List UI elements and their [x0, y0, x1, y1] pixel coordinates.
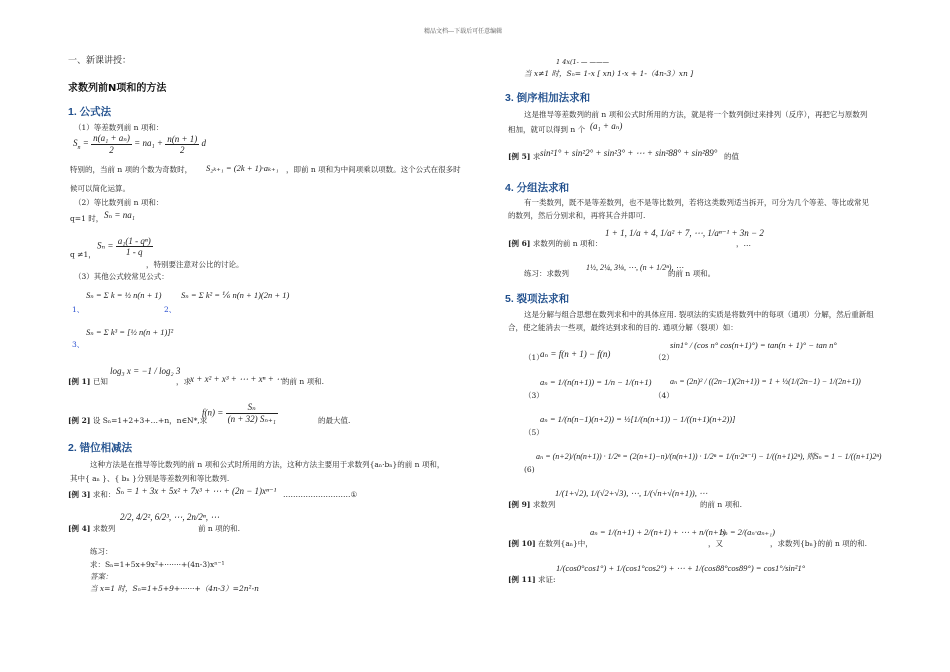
arith-f1-num: n(a₁ + aₙ)	[93, 133, 130, 143]
ex5-tail: 的值	[724, 152, 739, 161]
ex4-label: [例 4]	[68, 524, 91, 533]
section-1-title: 1. 公式法	[68, 106, 112, 118]
ex2-formula	[202, 402, 278, 425]
s4-desc-2: 的数列，然后分别求和，再将其合并即可.	[508, 211, 646, 220]
ex9-tail: 的前 n 项和.	[700, 500, 742, 509]
arith-formula: $S_n$ = $\frac{\text{n(a₁ + aₙ)}}{2}$ = na₁ + $\frac{n(n + 1)}{2}$ d	[73, 133, 207, 155]
page-title: 求数列前N项和的方法	[68, 83, 167, 94]
split-2-num: （2）	[654, 353, 674, 362]
ex11-text: 求证:	[538, 575, 556, 584]
geo-q1-formula: Sₙ = na₁	[104, 210, 135, 220]
split-5-formula: aₙ = 1/(n(n−1)(n+2)) = ½[1/(n(n+1)) − 1/((n+1)(n+2))]	[540, 414, 736, 424]
example-10	[508, 539, 593, 549]
example-3	[68, 490, 115, 500]
sum-k3-formula: Sₙ = Σ k³ = [½ n(n + 1)]²	[86, 327, 174, 337]
practice-question: 求：Sₙ=1+5x+9x²+·······+(4n-3)xⁿ⁻¹	[90, 560, 225, 569]
ex6-series: 1 + 1, 1/a + 4, 1/a² + 7, ⋯, 1/aⁿ⁻¹ + 3n − 2	[605, 228, 764, 238]
geo-num: a₁(1 - qⁿ)	[117, 236, 151, 246]
split-4-num: （4）	[654, 391, 674, 400]
ex6-text: 求数列的前 n 项和：	[532, 239, 603, 248]
ex10-text: 在数列{aₙ}中，	[538, 539, 593, 548]
practice-title: 练习：	[90, 547, 113, 556]
practice-answer-1: 当 x=1 时，Sₙ=1+5+9+······+（4n-3）=2n²-n	[90, 584, 259, 593]
ex3-dots: ………………………①	[283, 490, 358, 499]
ex11-formula: 1/(cos0°cos1°) + 1/(cos1°cos2°) + ⋯ + 1/(cos88°cos89°) = cos1°/sin²1°	[556, 563, 806, 573]
ex9-text: 求数列	[532, 500, 556, 509]
s3-desc-2: 相加，就可以得到 n 个	[508, 125, 586, 134]
ex9-series: 1/(1+√2), 1/(√2+√3), ⋯, 1/(√n+√(n+1)), ⋯	[555, 488, 708, 498]
arith-f2-den: 2	[179, 144, 185, 155]
section-2-title: 2. 错位相减法	[68, 442, 133, 454]
ex1-formula: log₃ x = −1 / log₂ 3	[110, 366, 181, 376]
formula-num-1: 1、	[72, 305, 85, 314]
sum-k2-formula: Sₙ = Σ k² = ⅙ n(n + 1)(2n + 1)	[181, 290, 290, 300]
page-header: 精品文档---下载后可任意编辑	[424, 28, 503, 35]
split-6-num: (6)	[524, 465, 535, 474]
top-answer-line-2: 当 x≠1 时，Sₙ= 1-x [ xn) 1-x + 1-（4n-3）xn ]	[524, 69, 694, 78]
ex2-den: (n + 32) Sₙ₊₁	[227, 414, 276, 424]
ex11-label: [例 11]	[508, 575, 536, 584]
practice-answer-label: 答案：	[90, 572, 113, 581]
arith-mid: = na₁ +	[134, 138, 163, 149]
example-4	[68, 524, 115, 534]
ex2-text: 设 Sₙ=1+2+3+…+n，n∈N*,求	[92, 416, 208, 425]
s2-desc-1: 这种方法是在推导等比数列的前 n 项和公式时所用的方法，这种方法主要用于求数列{aₙ·bₙ}的前 n 项和，	[90, 460, 445, 469]
ex4-tail: 前 n 项的和.	[198, 524, 240, 533]
ex10-label: [例 10]	[508, 539, 536, 548]
geo-formula	[97, 236, 153, 257]
example-1	[68, 377, 108, 387]
ex6-tail: ，…	[736, 239, 751, 248]
ex1-text1: 已知	[92, 377, 108, 386]
practice-2-tail: 的前 n 项和。	[668, 269, 716, 278]
ex1-label: [例 1]	[68, 377, 91, 386]
section-4-title: 4. 分组法求和	[505, 182, 570, 194]
practice-2: 练习：求数列	[524, 269, 569, 278]
ex2-label: [例 2]	[68, 416, 91, 425]
split-5-num: （5）	[524, 428, 544, 437]
s5-desc-2: 合，使之能消去一些项，最终达到求和的目的. 通项分解（裂项）如：	[508, 323, 738, 332]
ex4-text: 求数列	[92, 524, 116, 533]
ex10-formula-2: bₙ = 2/(aₙ·aₙ₊₁)	[720, 527, 775, 537]
example-2	[68, 416, 207, 426]
s3-desc-1: 这是推导等差数列的前 n 项和公式时所用的方法，就是将一个数列倒过来排列（反序），再把它与原数列	[524, 110, 868, 119]
ex5-label: [例 5]	[508, 152, 531, 161]
arith-f2-num: n(n + 1)	[167, 133, 198, 144]
formula-num-3: 3、	[72, 340, 85, 349]
split-1-num: （1）	[524, 353, 544, 362]
ex5-formula: sin²1° + sin²2° + sin²3° + ⋯ + sin²88° + sin²89°	[540, 148, 718, 158]
ex1-text2: ，求	[176, 377, 191, 386]
section-5-title: 5. 裂项法求和	[505, 293, 570, 305]
arith-lhs: S	[73, 138, 78, 149]
ex6-label: [例 6]	[508, 239, 531, 248]
special-tail: ，即前 n 项和为中间项乘以项数。这个公式在很多时	[286, 165, 461, 174]
split-1-formula: aₙ = f(n + 1) − f(n)	[540, 349, 611, 359]
geo-den: 1 - q	[125, 247, 143, 257]
geo-qn1-label: q ≠1，	[70, 250, 96, 259]
other-formulas-label: （3）其他公式较常见公式：	[74, 272, 169, 281]
s2-desc-2: 其中{ aₙ }、{ bₙ }分别是等差数列和等比数列.	[70, 474, 230, 483]
ex2-num: Sₙ	[226, 402, 278, 414]
split-3-formula: aₙ = 1/(n(n+1)) = 1/n − 1/(n+1)	[540, 377, 652, 387]
special-text: 特别的，当前 n 项的个数为奇数时，	[70, 165, 193, 174]
ex10-tail: ，求数列{bₙ}的前 n 项的和.	[770, 539, 868, 548]
split-6-formula: aₙ = (n+2)/(n(n+1)) · 1/2ⁿ = (2(n+1)−n)/(n(n+1)) · 1/2ⁿ = 1/(n·2ⁿ⁻¹) − 1/((n+1)2ⁿ), 则Sₙ = 1 − 1/((n+1)2ⁿ)	[536, 452, 882, 461]
example-5	[508, 152, 540, 162]
ex3-formula: Sₙ = 1 + 3x + 5x² + 7x³ + ⋯ + (2n − 1)xⁿ⁻¹	[116, 486, 277, 496]
example-11	[508, 575, 556, 585]
ex10-mid: ，又	[708, 539, 723, 548]
sum-k-formula: Sₙ = Σ k = ½ n(n + 1)	[86, 290, 162, 300]
ex3-text: 求和：	[92, 490, 116, 499]
special-tail2: 候可以简化运算。	[70, 184, 130, 193]
section-3-title: 3. 倒序相加法求和	[505, 92, 591, 104]
ex1-series: x + x² + x³ + ⋯ + xⁿ + ⋯	[190, 374, 286, 384]
top-answer-line-1: 1 4x(1- — ———	[556, 58, 610, 66]
arith-label: （1）等差数列前 n 项和：	[74, 123, 164, 132]
ex2-lhs: f(n) =	[202, 407, 224, 418]
special-formula: S₂ₖ₊₁ = (2k + 1)·aₖ₊₁	[206, 163, 279, 173]
s5-desc-1: 这是分解与组合思想在数列求和中的具体应用. 裂项法的实质是将数列中的每项（通项）分解，然后重新组	[524, 310, 874, 319]
intro-heading: 一、新课讲授：	[68, 56, 132, 66]
split-4-formula: aₙ = (2n)² / ((2n−1)(2n+1)) = 1 + ½(1/(2n−1) − 1/(2n+1))	[670, 377, 861, 386]
geo-lhs: Sₙ =	[97, 240, 114, 251]
ex4-series: 2/2, 4/2², 6/2³, ⋯, 2n/2ⁿ, ⋯	[120, 512, 220, 522]
split-3-num: （3）	[524, 391, 544, 400]
ex9-label: [例 9]	[508, 500, 531, 509]
s3-desc-formula: (a₁ + aₙ)	[590, 121, 623, 131]
example-6	[508, 239, 602, 249]
practice-2-series: 1½, 2¼, 3⅛, ⋯, (n + 1/2ⁿ), ⋯	[586, 263, 684, 272]
geo-q1-label: q=1 时，	[70, 214, 104, 223]
ex1-text3: 的前 n 项和.	[282, 377, 324, 386]
s4-desc-1: 有一类数列，既不是等差数列，也不是等比数列，若将这类数列适当拆开，可分为几个等差、等比或常见	[524, 198, 869, 207]
formula-num-2: 2、	[164, 305, 177, 314]
arith-tail: d	[201, 138, 207, 149]
geo-label: （2）等比数列前 n 项和：	[74, 198, 164, 207]
geo-note: ，特别要注意对公比的讨论。	[146, 260, 244, 269]
split-2-formula: sin1° / (cos n° cos(n+1)°) = tan(n + 1)° − tan n°	[670, 340, 837, 350]
ex10-formula: aₙ = 1/(n+1) + 2/(n+1) + ⋯ + n/(n+1)	[590, 527, 726, 537]
example-9	[508, 500, 555, 510]
ex3-label: [例 3]	[68, 490, 91, 499]
ex5-text: 求	[532, 152, 541, 161]
ex2-tail: 的最大值.	[318, 416, 351, 425]
arith-f1-den: 2	[109, 145, 114, 155]
